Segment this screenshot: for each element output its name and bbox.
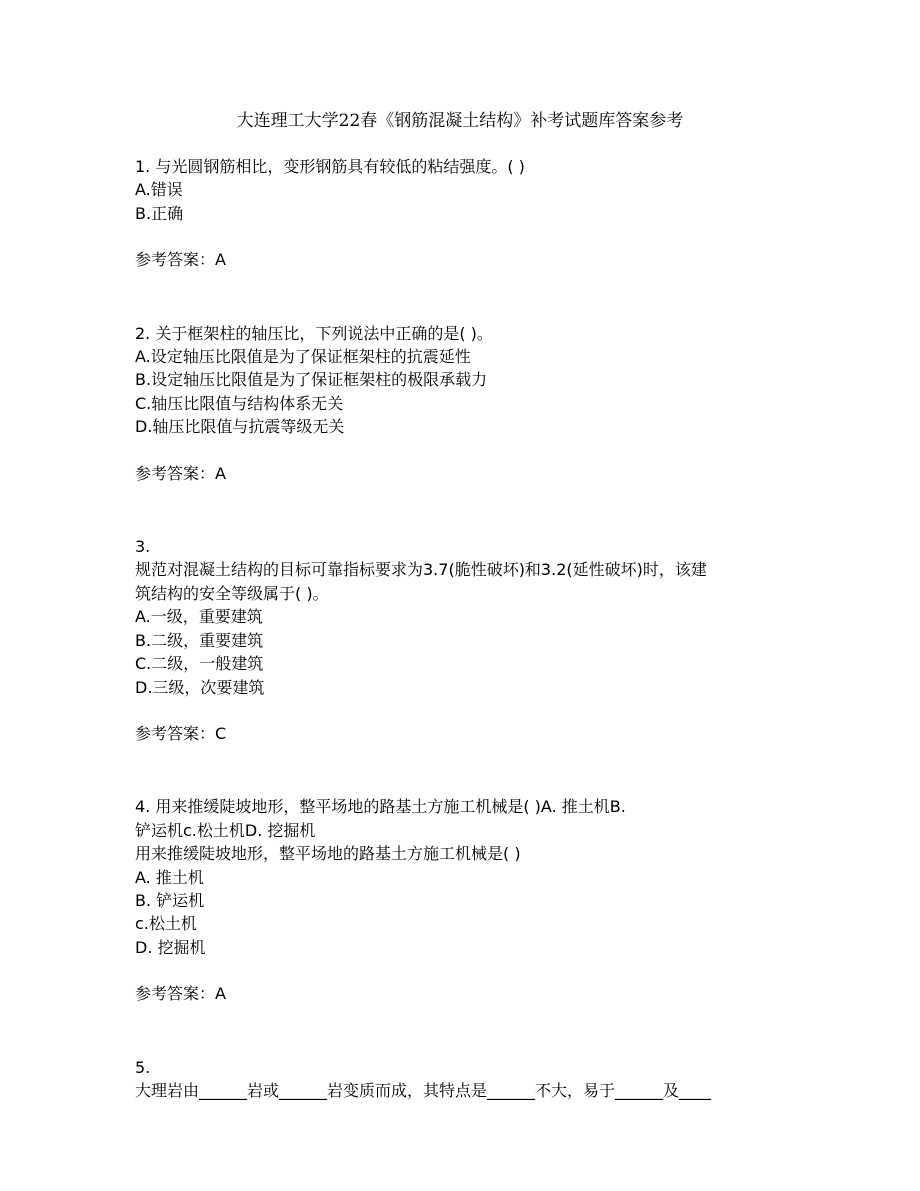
- question-4-stem-line-1: 4. 用来推缓陡坡地形，整平场地的路基土方施工机械是( )A. 推土机B.: [135, 797, 626, 817]
- question-1: [135, 155, 795, 272]
- question-2-option-b: B.设定轴压比限值是为了保证框架柱的极限承载力: [135, 370, 488, 390]
- question-3-option-d: D.三级，次要建筑: [135, 677, 265, 697]
- question-4-answer: 参考答案：A: [135, 984, 226, 1004]
- question-4-stem-line-2: 铲运机c.松土机D. 挖掘机: [135, 820, 316, 840]
- question-2-stem: 2. 关于框架柱的轴压比，下列说法中正确的是( )。: [135, 323, 493, 343]
- question-1-answer: 参考答案：A: [135, 250, 226, 270]
- question-1-option-a: A.错误: [135, 180, 183, 200]
- question-3-stem-line-2: 筑结构的安全等级属于( )。: [135, 583, 329, 603]
- question-4-option-d: D. 挖掘机: [135, 937, 206, 957]
- question-4-option-a: A. 推土机: [135, 867, 204, 887]
- question-3-stem-line-1: 规范对混凝土结构的目标可靠指标要求为3.7(脆性破坏)和3.2(延性破坏)时，该建: [135, 560, 707, 580]
- question-3-option-b: B.二级，重要建筑: [135, 630, 264, 650]
- question-3-option-a: A.一级，重要建筑: [135, 607, 263, 627]
- question-3-number: 3.: [135, 537, 151, 557]
- question-4-option-b: B. 铲运机: [135, 890, 205, 910]
- question-4-option-c: c.松土机: [135, 914, 197, 934]
- question-1-option-b: B.正确: [135, 203, 184, 223]
- question-4: [135, 795, 795, 1005]
- question-2: [135, 322, 795, 485]
- question-list: [135, 155, 795, 1152]
- question-1-stem: 1. 与光圆钢筋相比，变形钢筋具有较低的粘结强度。( ): [135, 157, 525, 176]
- question-2-option-d: D.轴压比限值与抗震等级无关: [135, 417, 345, 437]
- document-title: 大连理工大学22春《钢筋混凝土结构》补考试题库答案参考: [236, 111, 684, 131]
- question-2-answer: 参考答案：A: [135, 463, 226, 483]
- question-3-option-c: C.二级，一般建筑: [135, 654, 264, 674]
- question-3: [135, 535, 795, 745]
- question-3-answer: 参考答案：C: [135, 723, 227, 743]
- question-5-number: 5.: [135, 1057, 151, 1077]
- question-2-option-a: A.设定轴压比限值是为了保证框架柱的抗震延性: [135, 347, 471, 367]
- question-4-stem-line-3: 用来推缓陡坡地形，整平场地的路基土方施工机械是( ): [135, 844, 521, 864]
- question-2-option-c: C.轴压比限值与结构体系无关: [135, 393, 344, 413]
- question-5: [135, 1056, 795, 1103]
- question-5-stem-line-1: 大理岩由______岩或______岩变质而成，其特点是______不大，易于______及____: [135, 1080, 712, 1100]
